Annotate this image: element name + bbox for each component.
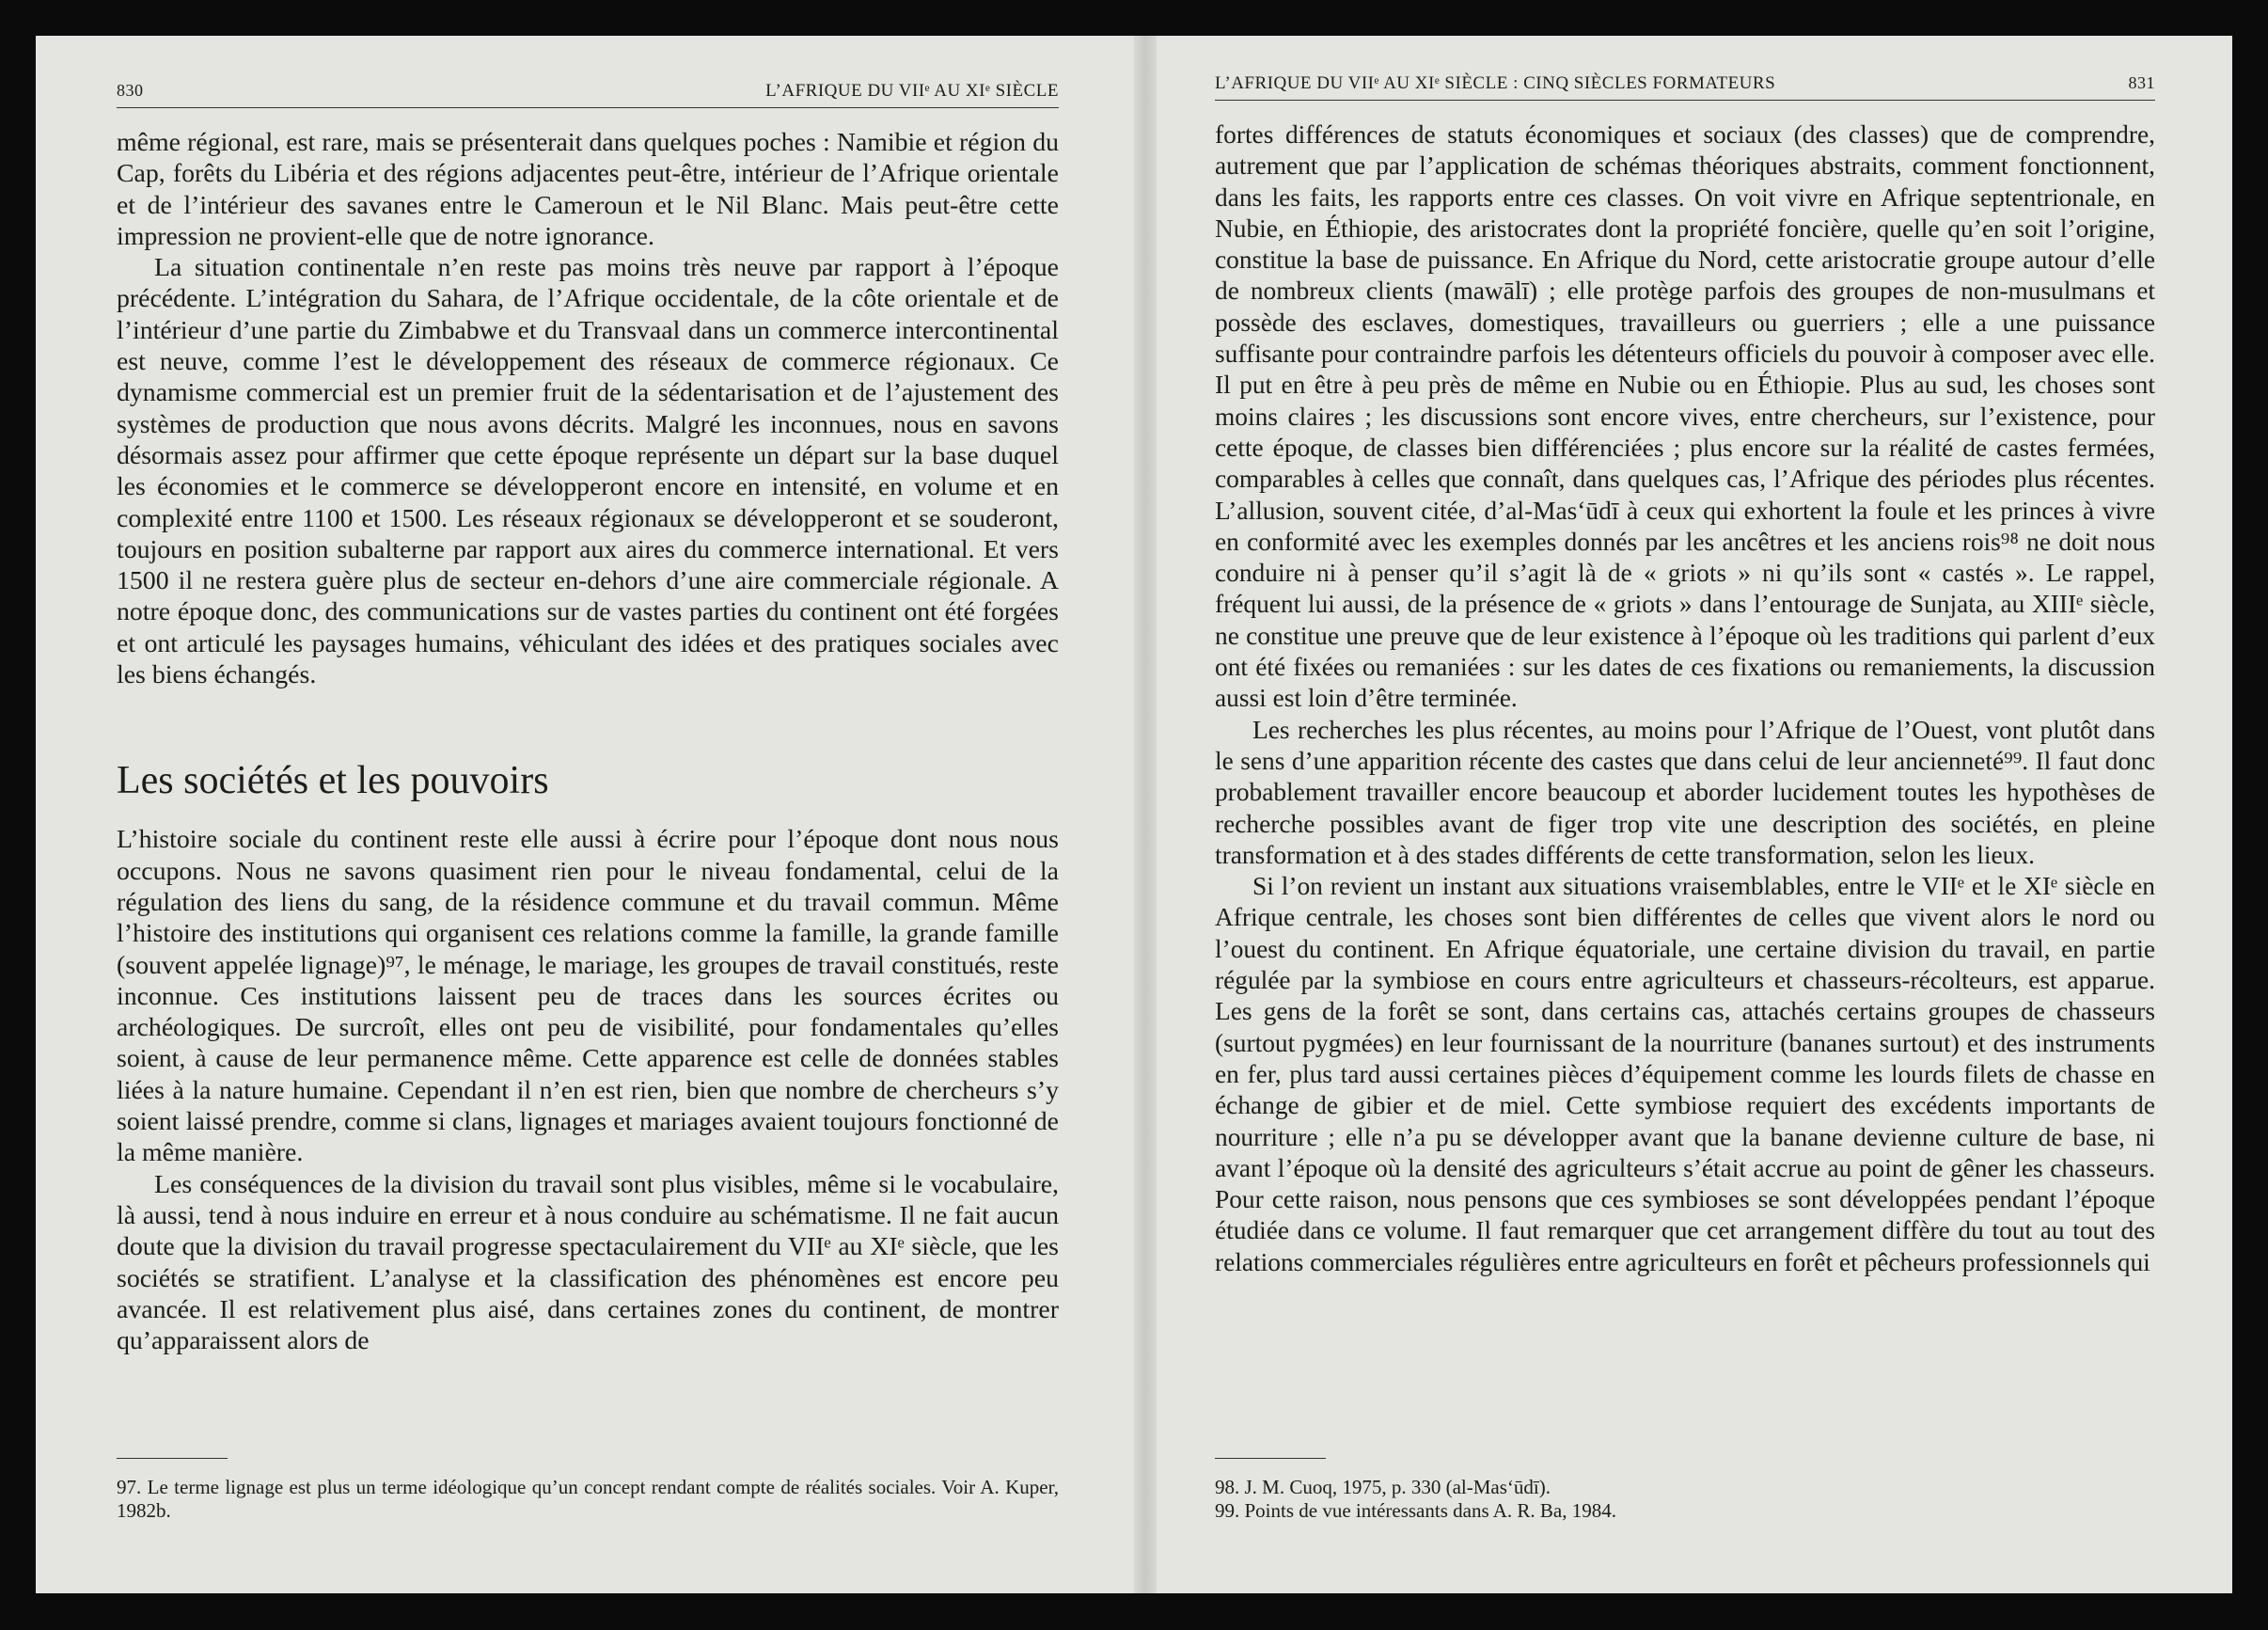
left-body-text [117,127,1059,1356]
footnote-rule [117,1458,228,1459]
left-running-head [117,81,1059,108]
book-gutter [1134,36,1157,1593]
footnote-98: 98. J. M. Cuoq, 1975, p. 330 (al-Mas‘ūdī). [1215,1476,1551,1498]
section-paragraph-2: Les conséquences de la division du travail sont plus visibles, même si le vocabulaire, là aussi, tend à nous induire en erreur et à nous conduire au schématisme. Il ne fait aucun doute que la division du travail progresse spectaculairement du VIIᵉ au XIᵉ siècle, que les sociétés se stratifient. L’analyse et la classification des phénomènes est encore peu avancée. Il est relativement plus aisé, dans certaines zones du continent, de montrer qu’apparaissent alors de [117,1169,1059,1356]
left-paragraph-1: même régional, est rare, mais se présenterait dans quelques poches : Namibie et région du Cap, forêts du Libéria et des régions adjacentes peut-être, intérieur de l’Afrique orientale et de l’intérieur des savanes entre le Cameroun et le Nil Blanc. Mais peut-être cette impression ne provient-elle que de notre ignorance. [117,128,1059,251]
right-body-text [1215,119,2155,1278]
right-page [1157,36,2232,1593]
left-footnotes [117,1458,1059,1523]
left-running-title: L’AFRIQUE DU VIIᵉ AU XIᵉ SIÈCLE [765,81,1059,101]
footnote-rule [1215,1458,1326,1459]
right-running-head [1215,73,2155,101]
right-paragraph-2: Les recherches les plus récentes, au moins pour l’Afrique de l’Ouest, vont plutôt dans le sens d’une apparition récente des castes que dans celui de leur ancienneté⁹⁹. Il faut donc probablement travailler encore beaucoup et aborder lucidement toutes les hypothèses de recherche possibles avant de figer trop vite une description des sociétés, en pleine transformation et à des stades différents de cette transformation, selon les lieux. [1215,715,2155,869]
book-spread [36,36,2232,1593]
section-paragraph-1: L’histoire sociale du continent reste elle aussi à écrire pour l’époque dont nous nous occupons. Nous ne savons quasiment rien pour le niveau fondamental, celui de la régulation des liens du sang, de la résidence commune et du travail commun. Même l’histoire des institutions qui organisent ces relations comme la famille, la grande famille (souvent appelée lignage)⁹⁷, le ménage, le mariage, les groupes de travail constitués, reste inconnue. Ces institutions laissent peu de traces dans les sources écrites ou archéologiques. De surcroît, elles ont peu de visibilité, pour fondamentales qu’elles soient, à cause de leur permanence même. Cette apparence est celle de données stables liées à la nature humaine. Cependant il n’en est rien, bien que nombre de chercheurs s’y soient laissé prendre, comme si clans, lignages et mariages avaient toujours fonctionné de la même manière. [117,825,1059,1168]
left-page-number: 830 [117,81,144,100]
right-paragraph-1: fortes différences de statuts économiques et sociaux (des classes) que de comprendre, autrement que par l’application de schémas théoriques abstraits, comment fonctionnent, dans les faits, les rapports entre ces classes. On voit vivre en Afrique septentrionale, en Nubie, en Éthiopie, des aristocrates dont la propriété foncière, quelle qu’en soit l’origine, constitue la base de puissance. En Afrique du Nord, cette aristocratie groupe autour d’elle de nombreux clients (mawālī) ; elle protège parfois des groupes de non-musulmans et possède des esclaves, domestiques, travailleurs ou guerriers ; elle a une puissance suffisante pour contraindre parfois les détenteurs officiels du pouvoir à composer avec elle. Il put en être à peu près de même en Nubie ou en Éthiopie. Plus au sud, les choses sont moins claires ; les discussions sont encore vives, entre chercheurs, sur l’existence, pour cette époque, de classes bien différenciées ; plus encore sur la réalité de castes fermées, comparables à celles que connaît, dans quelques cas, l’Afrique des périodes plus récentes. L’allusion, souvent citée, d’al-Mas‘ūdī à ceux qui exhortent la foule et les princes à vivre en conformité avec les exemples donnés par les ancêtres et les anciens rois⁹⁸ ne doit nous conduire ni à penser qu’il s’agit là de « griots » ni qu’ils sont « castés ». Le rappel, fréquent lui aussi, de la présence de « griots » dans l’entourage de Sunjata, au XIIIᵉ siècle, ne constitue une preuve que de leur existence à l’époque où les traditions qui parlent d’eux ont été fixées ou remaniées : sur les dates de ces fixations ou remaniements, la discussion aussi est loin d’être terminée. [1215,120,2155,713]
footnote-99: 99. Points de vue intéressants dans A. R. Ba, 1984. [1215,1499,1616,1522]
left-page [36,36,1134,1593]
right-page-number: 831 [2128,73,2155,92]
right-running-title: L’AFRIQUE DU VIIᵉ AU XIᵉ SIÈCLE : CINQ SIÈCLES FORMATEURS [1215,73,1776,93]
right-paragraph-3: Si l’on revient un instant aux situations vraisemblables, entre le VIIᵉ et le XIᵉ siècle en Afrique centrale, les choses sont bien différentes de celles que vivent alors le nord ou l’ouest du continent. En Afrique équatoriale, une certaine division du travail, en partie régulée par la symbiose en cours entre agriculteurs et chasseurs-récolteurs, est apparue. Les gens de la forêt se sont, dans certains cas, attachés certains groupes de chasseurs (surtout pygmées) en leur fournissant de la nourriture (bananes surtout) et des instruments en fer, plus tard aussi certaines pièces d’équipement comme les lourds filets de chasse en échange de gibier et de miel. Cette symbiose requiert des excédents importants de nourriture ; elle n’a pu se développer avant que la banane devienne culture de base, ni avant l’époque où la densité des agriculteurs s’était accrue au point de gêner les chasseurs. Pour cette raison, nous pensons que ces symbioses se sont développées pendant l’époque étudiée dans ce volume. Il faut remarquer que cet arrangement diffère du tout au tout des relations commerciales régulières entre agriculteurs en forêt et pêcheurs professionnels qui [1215,872,2155,1276]
left-paragraph-2: La situation continentale n’en reste pas moins très neuve par rapport à l’époque précédente. L’intégration du Sahara, de l’Afrique occidentale, de la côte orientale et de l’intérieur d’une partie du Zimbabwe et du Transvaal dans un commerce intercontinental est neuve, comme l’est le développement des réseaux de commerce régionaux. Ce dynamisme commercial est un premier fruit de la sédentarisation et de l’ajustement des systèmes de production que nous avons décrits. Malgré les inconnues, nous en savons désormais assez pour affirmer que cette époque représente un départ sur la base duquel les économies et le commerce se développeront encore en intensité, en volume et en complexité entre 1100 et 1500. Les réseaux régionaux se développeront et se souderont, toujours en position subalterne par rapport aux aires du commerce international. Et vers 1500 il ne restera guère plus de secteur en-dehors d’une aire commerciale régionale. A notre époque donc, des communications sur de vastes parties du continent ont été forgées et ont articulé les paysages humains, véhiculant des idées et des pratiques sociales avec les biens échangés. [117,253,1059,690]
footnote-97: 97. Le terme lignage est plus un terme idéologique qu’un concept rendant compte de réalités sociales. Voir A. Kuper, 1982b. [117,1476,1059,1522]
section-heading: Les sociétés et les pouvoirs [117,759,549,803]
right-footnotes [1215,1458,2155,1523]
